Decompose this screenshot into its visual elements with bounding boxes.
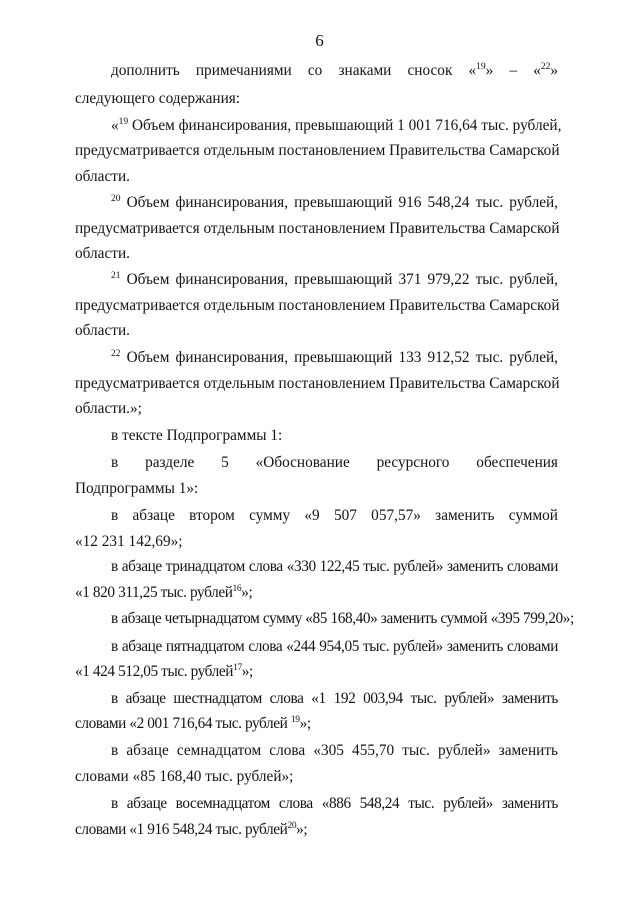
edit-second-line-1: в абзаце втором сумму «9 507 057,57» заменить суммой (111, 507, 558, 524)
footnote-22-line-3: области.»; (75, 400, 142, 417)
edit-17-line-2: словами «85 168,40 тыс. рублей»; (75, 768, 294, 785)
footnote-21-line-2: предусматривается отдельным постановлением Правительства Самарской (75, 297, 560, 314)
intro-line-1: дополнить примечаниями со знаками сносок «$^{19}$» – «$^{22}$» (111, 62, 559, 79)
footnote-ref: 19 (476, 62, 486, 72)
footnote-22-line-2: предусматривается отдельным постановлением Правительства Самарской (75, 375, 560, 392)
footnote-20-line-3: области. (75, 245, 130, 262)
footnote-ref: 19 (290, 715, 300, 725)
edit-18-line-2: словами «1 916 548,24 тыс. рублей$^{20}$»; (75, 821, 308, 838)
footnote-ref: 17 (233, 663, 242, 673)
edit-13-line-2: «1 820 311,25 тыс. рублей$^{16}$»; (75, 584, 253, 601)
edit-15-line-1: в абзаце пятнадцатом слова «244 954,05 тыс. рублей» заменить словами (111, 638, 558, 655)
footnote-ref: 22 (540, 62, 551, 72)
footnote-number: 19 (118, 117, 129, 127)
edit-16-line-1: в абзаце шестнадцатом слова «1 192 003,94 тыс. рублей» заменить (111, 690, 558, 707)
edit-17-line-1: в абзаце семнадцатом слова «305 455,70 тыс. рублей» заменить (111, 742, 558, 759)
footnote-19-line-1: «$^{19}$ Объем финансирования, превышающий 1 001 716,64 тыс. рублей, (111, 117, 562, 134)
edit-second-line-2: «12 231 142,69»; (75, 533, 183, 550)
edit-16-line-2: словами «2 001 716,64 тыс. рублей $^{19}$»; (75, 715, 311, 732)
page-number: 6 (315, 31, 324, 50)
footnote-21-line-3: области. (75, 322, 130, 339)
edit-18-line-1: в абзаце восемнадцатом слова «886 548,24 тыс. рублей» заменить (111, 795, 558, 812)
footnote-19-line-2: предусматривается отдельным постановлением Правительства Самарской (75, 142, 560, 159)
footnote-19-line-3: области. (75, 168, 130, 185)
footnote-ref: 16 (232, 584, 242, 594)
footnote-number: 20 (111, 194, 121, 204)
footnote-21-line-1: $^{21}$ Объем финансирования, превышающий 371 979,22 тыс. рублей, (111, 271, 558, 288)
footnote-20-line-1: $^{20}$ Объем финансирования, превышающий 916 548,24 тыс. рублей, (111, 194, 558, 211)
section-line-1: в разделе 5 «Обоснование ресурсного обеспечения (111, 454, 558, 471)
edit-15-line-2: «1 424 512,05 тыс. рублей$^{17}$»; (75, 663, 253, 680)
footnote-number: 21 (111, 271, 121, 281)
subprogram-heading: в тексте Подпрограммы 1: (111, 427, 283, 444)
footnote-number: 22 (111, 349, 121, 359)
edit-13-line-1: в абзаце тринадцатом слова «330 122,45 тыс. рублей» заменить словами (111, 558, 558, 575)
footnote-20-line-2: предусматривается отдельным постановлением Правительства Самарской (75, 220, 560, 237)
intro-line-2: следующего содержания: (75, 90, 241, 107)
footnote-ref: 20 (287, 821, 297, 831)
section-line-2: Подпрограммы 1»: (75, 480, 199, 497)
footnote-22-line-1: $^{22}$ Объем финансирования, превышающий 133 912,52 тыс. рублей, (111, 349, 558, 366)
edit-14-line-1: в абзаце четырнадцатом сумму «85 168,40» заменить суммой «395 799,20»; (111, 610, 574, 627)
